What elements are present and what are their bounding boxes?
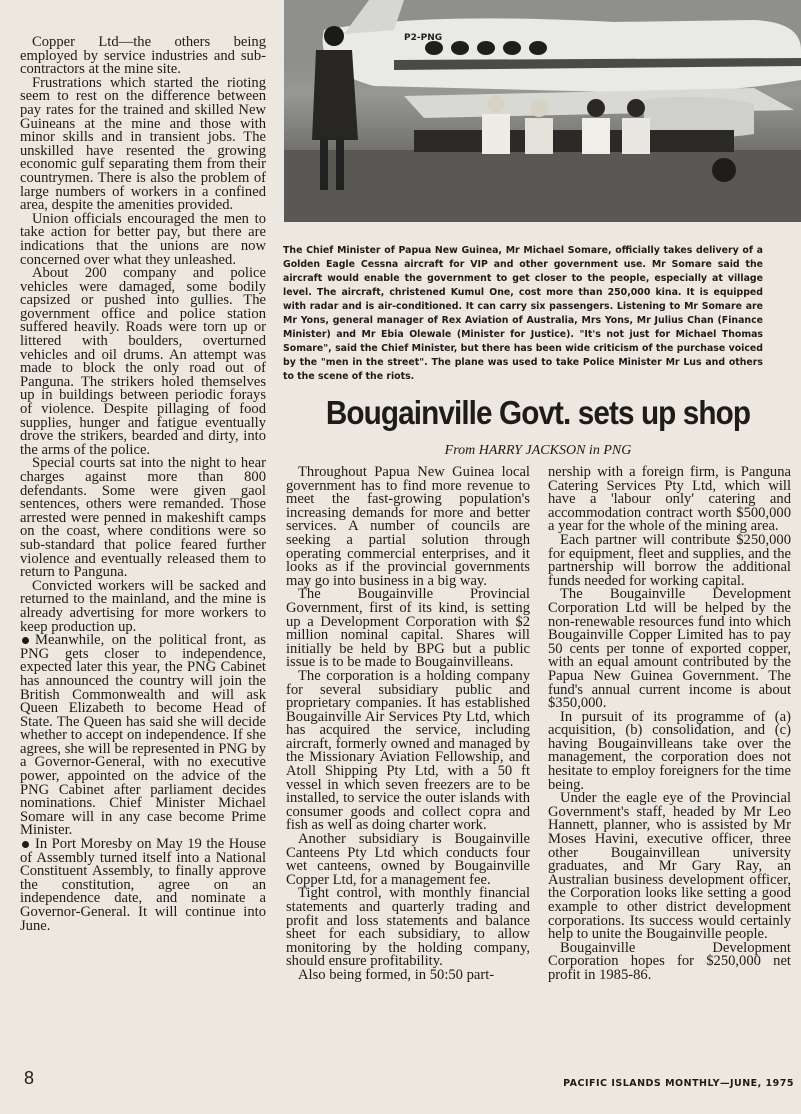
page-number: 8 [24, 1068, 35, 1088]
paragraph: In pursuit of its programme of (a) acquisition, (b) consolidation, and (c) having Bougainvilleans take over the management, the corporation does not hesitate to employ foreigners for the time being. [548, 708, 791, 793]
bullet-paragraph [20, 838, 266, 933]
right-column [548, 466, 791, 983]
article-headline: Bougainville Govt. sets up shop [325, 394, 751, 431]
aircraft-photo [284, 0, 801, 222]
left-column [20, 36, 266, 933]
paragraph: Under the eagle eye of the Provincial Government's staff, headed by Mr Leo Hannett, planner, who is assisted by Mr Moses Havini, executive officer, three other Bougainvillean university graduates, and Mr Gary Ray, an Australian business development officer, the Corporation looks like setting a good example to other district development corporations. Its success would certainly help to unite the Bougainville people. [548, 790, 791, 943]
publication-footer: PACIFIC ISLANDS MONTHLY—JUNE, 1975 [563, 1078, 794, 1089]
middle-column [286, 466, 530, 983]
aircraft-registration: P2-PNG [404, 33, 443, 43]
paragraph: Another subsidiary is Bougainville Canteens Pty Ltd which conducts four wet canteens, owned by Bougainville Copper Ltd, for a management fee. [286, 831, 530, 888]
paragraph-text: In Port Moresby on May 19 the House of Assembly turned itself into a National Constituent Assembly, to finally approve the constitution, agree on an independence date, and nominate a Governor-General. It will continue into June. [20, 836, 266, 934]
article-byline: From HARRY JACKSON in PNG [444, 443, 632, 458]
paragraph: Frustrations which started the rioting seem to rest on the difference between pay rates for the trained and skilled New Guineans at the mine and those with minor skills and in transient jobs. The unskilled have resented the growing economic gulf separating them from their countrymen. There is also the problem of large numbers of workers in a confined area, despite the amenities provided. [20, 74, 266, 214]
paragraph: Convicted workers will be sacked and returned to the mainland, and the mine is already advertising for more workers to keep production up. [20, 577, 266, 635]
bullet-icon [22, 637, 29, 644]
paragraph: The corporation is a holding company for several subsidiary public and proprietary companies. It has established Bougainville Air Services Pty Ltd, which has acquired the service, including aircraft, formerly owned and managed by the Missionary Aviation Fellowship, and Atoll Shipping Pty Ltd, with a 50 ft vessel in which seven freezers are to be installed, to service the outer islands with consumer goods and collect copra and fish as well as doing charter work. [286, 667, 530, 834]
paragraph: Each partner will contribute $250,000 for equipment, fleet and supplies, and the partnership will borrow the additional funds needed for working capital. [548, 531, 791, 589]
photo-caption: The Chief Minister of Papua New Guinea, Mr Michael Somare, officially takes delivery of a Golden Eagle Cessna aircraft for VIP and other government use. Mr Somare said the aircraft would enable the government to get closer to the people, especially at village level. The aircraft, christened Kumul One, cost more than 250,000 kina. It is equipped with radar and is air-conditioned. It can carry six passengers. Listening to Mr Somare are Mr Yons, general manager of Rex Aviation of Australia, Mrs Yons, Mr Julius Chan (Finance Minister) and Mr Ebia Olewale (Minister for Justice). "It's not just for Michael Thomas Somare", said the Chief Minister, but there has been wide criticism of the purchase voiced by the "men in the street". The plane was used to take Police Minister Mr Lus and others to the scene of the riots. [283, 245, 763, 382]
paragraph: Bougainville Development Corporation hopes for $250,000 net profit in 1985-86. [548, 939, 791, 983]
landing-wheel [712, 158, 736, 182]
paragraph: The Bougainville Provincial Government, first of its kind, is setting up a Development Corporation with $2 million nominal capital. Shares will initially be held by BPG but a public issue is to be made to Bougainvilleans. [286, 586, 530, 671]
paragraph: Tight control, with monthly financial statements and quarterly trading and profit and loss statements and balance sheet for each subsidiary, to allow monitoring by the holding company, should ensure profitability. [286, 885, 530, 970]
paragraph: Copper Ltd—the others being employed by service industries and sub-contractors at the mine site. [20, 34, 266, 78]
paragraph: Throughout Papua New Guinea local government has to find more revenue to meet the fast-growing population's increasing demands for more and better services. A number of councils are seeking a partial solution through operating commercial enterprises, and it looks as if the provincial governments may go into business in a big way. [286, 464, 530, 589]
paragraph: Special courts sat into the night to hear charges against more than 800 defendants. Some were given gaol sentences, others were remanded. Those arrested were penned in makeshift camps on the coast, where conditions were so sub-standard that police feared further violence and eventually released them to return to Panguna. [20, 455, 266, 581]
photo-illustration [284, 0, 801, 222]
paragraph: About 200 company and police vehicles were damaged, some bodily capsized or pushed into gullies. The government office and police station suffered heavily. Roads were torn up or littered with boulders, overturned vehicles and oil drums. An attempt was made to block the only road out of Panguna. The strikers holed themselves up in buildings between periodic forays of violence. Despite pillaging of food supplies, hunger and fatigue eventually drove the strikers, bearded and dirty, into the arms of the police. [20, 265, 266, 458]
fuselage [323, 18, 801, 92]
paragraph-text: Meanwhile, on the political front, as PNG gets closer to independence, expected later this year, the PNG Cabinet has announced the country will join the British Commonwealth and will ask Queen Elizabeth to become Head of State. The Queen has said she will decide whether to accept on independence. If she agrees, she will be represented in PNG by a Governor-General, with no executive power, appointed on the advice of the PNG Cabinet after parliament decides nominations. Chief Minister Michael Somare will in any case become Prime Minister. [20, 632, 266, 839]
bullet-paragraph [20, 634, 266, 838]
paragraph: Union officials encouraged the men to take action for better pay, but there are indications that the unions are now concerned over what they unleashed. [20, 210, 266, 268]
paragraph: The Bougainville Development Corporation Ltd will be helped by the non-renewable resources fund into which Bougainville Copper Limited has to pay 50 cents per tonne of exported copper, with an equal amount contributed by the Papua New Guinea Government. The fund's annual current income is about $350,000. [548, 586, 791, 712]
paragraph: Also being formed, in 50:50 part- [298, 966, 495, 983]
bench [414, 130, 734, 152]
bullet-icon [22, 841, 29, 848]
paragraph: nership with a foreign firm, is Panguna Catering Services Pty Ltd, which will have a 'labour only' catering and accommodation contract worth $500,000 a year for the whole of the mining area. [548, 464, 791, 535]
